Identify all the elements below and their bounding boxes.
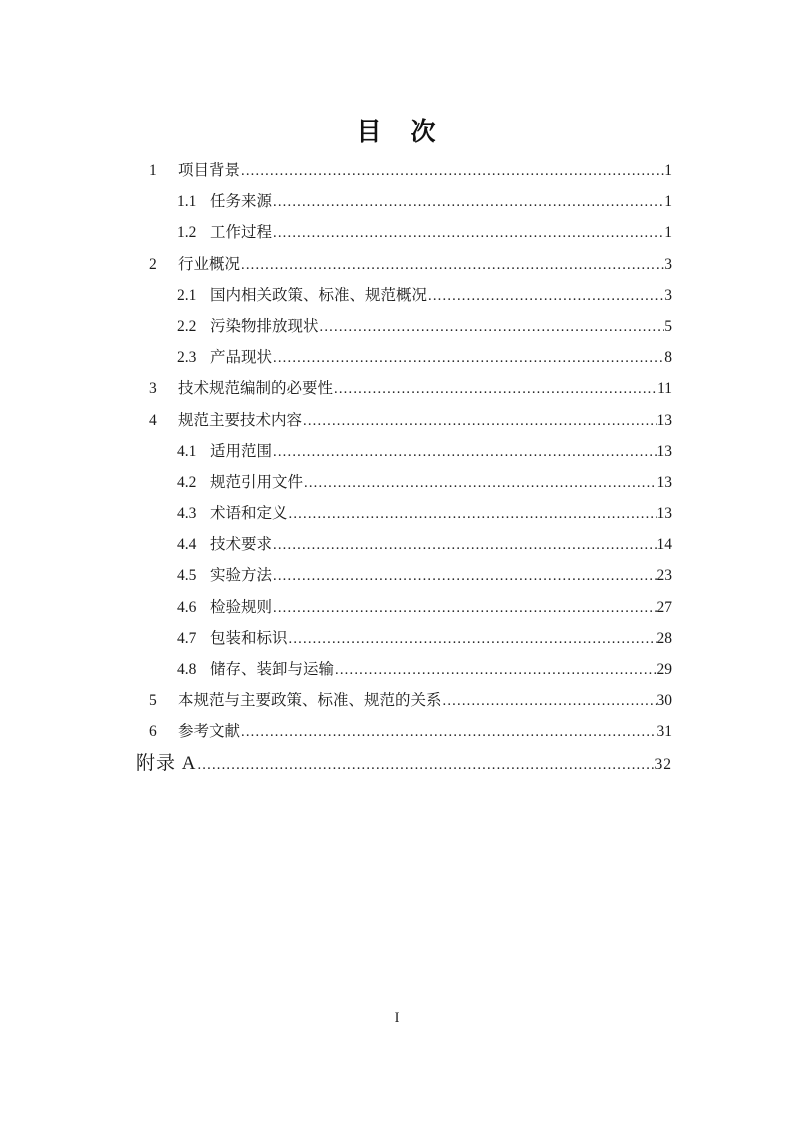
toc-entry (136, 155, 672, 186)
toc-entry-number: 1 (149, 162, 157, 179)
toc-entry-label: 储存、装卸与运输 (210, 661, 335, 678)
toc-dot-leader (320, 311, 665, 343)
toc-entry (136, 654, 672, 685)
toc-entry (136, 560, 672, 591)
toc-entry (136, 498, 672, 529)
toc-entry-page: 5 (664, 317, 672, 335)
toc-entry-label: 行业概况 (178, 255, 241, 273)
toc-entry-number: 4.1 (177, 442, 197, 460)
toc-entry (136, 249, 672, 280)
toc-dot-leader (289, 498, 657, 530)
toc-entry (136, 592, 672, 623)
toc-entry-label: 术语和定义 (210, 505, 288, 523)
toc-dot-leader (273, 342, 664, 374)
toc-entry-page: 8 (664, 349, 672, 367)
toc-dot-leader (273, 529, 656, 561)
toc-entry-number: 2.1 (177, 286, 197, 304)
toc-entry-number: 1.1 (177, 193, 197, 211)
toc-entry-label: 本规范与主要政策、标准、规范的关系 (178, 692, 442, 710)
toc-entry-label: 适用范围 (210, 442, 273, 460)
toc-entry-page: 1 (664, 193, 672, 211)
toc-entry-page: 1 (664, 224, 672, 242)
toc-entry (136, 342, 672, 373)
toc-entry-page: 29 (656, 661, 672, 678)
toc-entry (136, 186, 672, 217)
toc-dot-leader (273, 186, 664, 218)
toc-entry-number: 4.8 (177, 661, 197, 678)
toc-entry-page: 13 (656, 473, 672, 491)
toc-dot-leader (273, 436, 656, 468)
toc-list (136, 155, 672, 779)
toc-entry-page: 13 (656, 505, 672, 523)
toc-entry-number: 4 (149, 411, 157, 429)
toc-entry-number: 1.2 (177, 224, 197, 242)
toc-entry-number: 6 (149, 723, 157, 741)
toc-dot-leader (273, 217, 664, 249)
toc-entry-page: 13 (656, 411, 672, 429)
toc-entry-page: 31 (656, 723, 672, 741)
toc-entry-number: 5 (149, 692, 157, 710)
toc-entry-number: 4.5 (177, 567, 197, 585)
toc-dot-leader (273, 592, 656, 624)
toc-dot-leader (289, 623, 657, 655)
toc-entry-page: 28 (656, 629, 672, 647)
toc-entry (136, 685, 672, 716)
toc-entry-label: 技术要求 (210, 536, 273, 554)
toc-dot-leader (335, 654, 656, 686)
toc-entry-number: 4.2 (177, 473, 197, 491)
toc-entry (136, 716, 672, 747)
toc-dot-leader (273, 560, 656, 592)
toc-dot-leader (304, 467, 656, 499)
toc-dot-leader (334, 373, 657, 405)
toc-entry-page: 30 (656, 692, 672, 710)
toc-entry-number: 4.3 (177, 505, 197, 523)
toc-entry (136, 373, 672, 404)
toc-dot-leader (241, 716, 656, 748)
toc-entry-label: 附录 A (136, 752, 197, 774)
toc-entry-label: 技术规范编制的必要性 (178, 380, 334, 398)
toc-entry-number: 4.7 (177, 629, 197, 647)
toc-title: 目 次 (356, 119, 438, 146)
toc-entry-page: 11 (657, 380, 672, 398)
toc-entry-label: 实验方法 (210, 567, 273, 585)
toc-entry-page: 14 (656, 536, 672, 554)
toc-entry-label: 国内相关政策、标准、规范概况 (210, 286, 428, 304)
toc-dot-leader (197, 748, 654, 781)
toc-entry (136, 436, 672, 467)
toc-entry (136, 467, 672, 498)
toc-entry-label: 项目背景 (178, 162, 241, 179)
toc-entry (136, 405, 672, 436)
toc-entry-number: 4.6 (177, 598, 197, 616)
toc-dot-leader (428, 280, 664, 312)
toc-entry-label: 污染物排放现状 (210, 317, 319, 335)
toc-entry-number: 2.3 (177, 349, 197, 367)
toc-entry-label: 任务来源 (210, 193, 273, 211)
toc-dot-leader (303, 405, 656, 437)
toc-entry (136, 311, 672, 342)
toc-entry-page: 13 (656, 442, 672, 460)
toc-entry-page: 23 (656, 567, 672, 585)
toc-entry-label: 工作过程 (210, 224, 273, 242)
toc-entry (136, 529, 672, 560)
toc-entry-page: 1 (664, 162, 672, 179)
toc-dot-leader (443, 685, 657, 717)
toc-entry-number: 3 (149, 380, 157, 398)
toc-entry-page: 3 (664, 255, 672, 273)
toc-entry-label: 规范主要技术内容 (178, 411, 303, 429)
toc-entry-page: 32 (654, 755, 672, 773)
toc-entry-page: 27 (656, 598, 672, 616)
toc-dot-leader (241, 249, 664, 281)
toc-entry-label: 包装和标识 (210, 629, 288, 647)
toc-entry-number: 2 (149, 255, 157, 273)
toc-entry-page: 3 (664, 286, 672, 304)
toc-entry-label: 产品现状 (210, 349, 273, 367)
toc-dot-leader (241, 155, 664, 187)
toc-entry-label: 规范引用文件 (210, 473, 304, 491)
toc-entry (136, 280, 672, 311)
toc-entry (136, 748, 672, 779)
toc-entry-label: 参考文献 (178, 723, 241, 741)
toc-entry-number: 4.4 (177, 536, 197, 554)
toc-entry (136, 623, 672, 654)
toc-entry-number: 2.2 (177, 317, 197, 335)
toc-entry-label: 检验规则 (210, 598, 273, 616)
footer-page-number: I (394, 1010, 400, 1026)
toc-entry (136, 217, 672, 248)
